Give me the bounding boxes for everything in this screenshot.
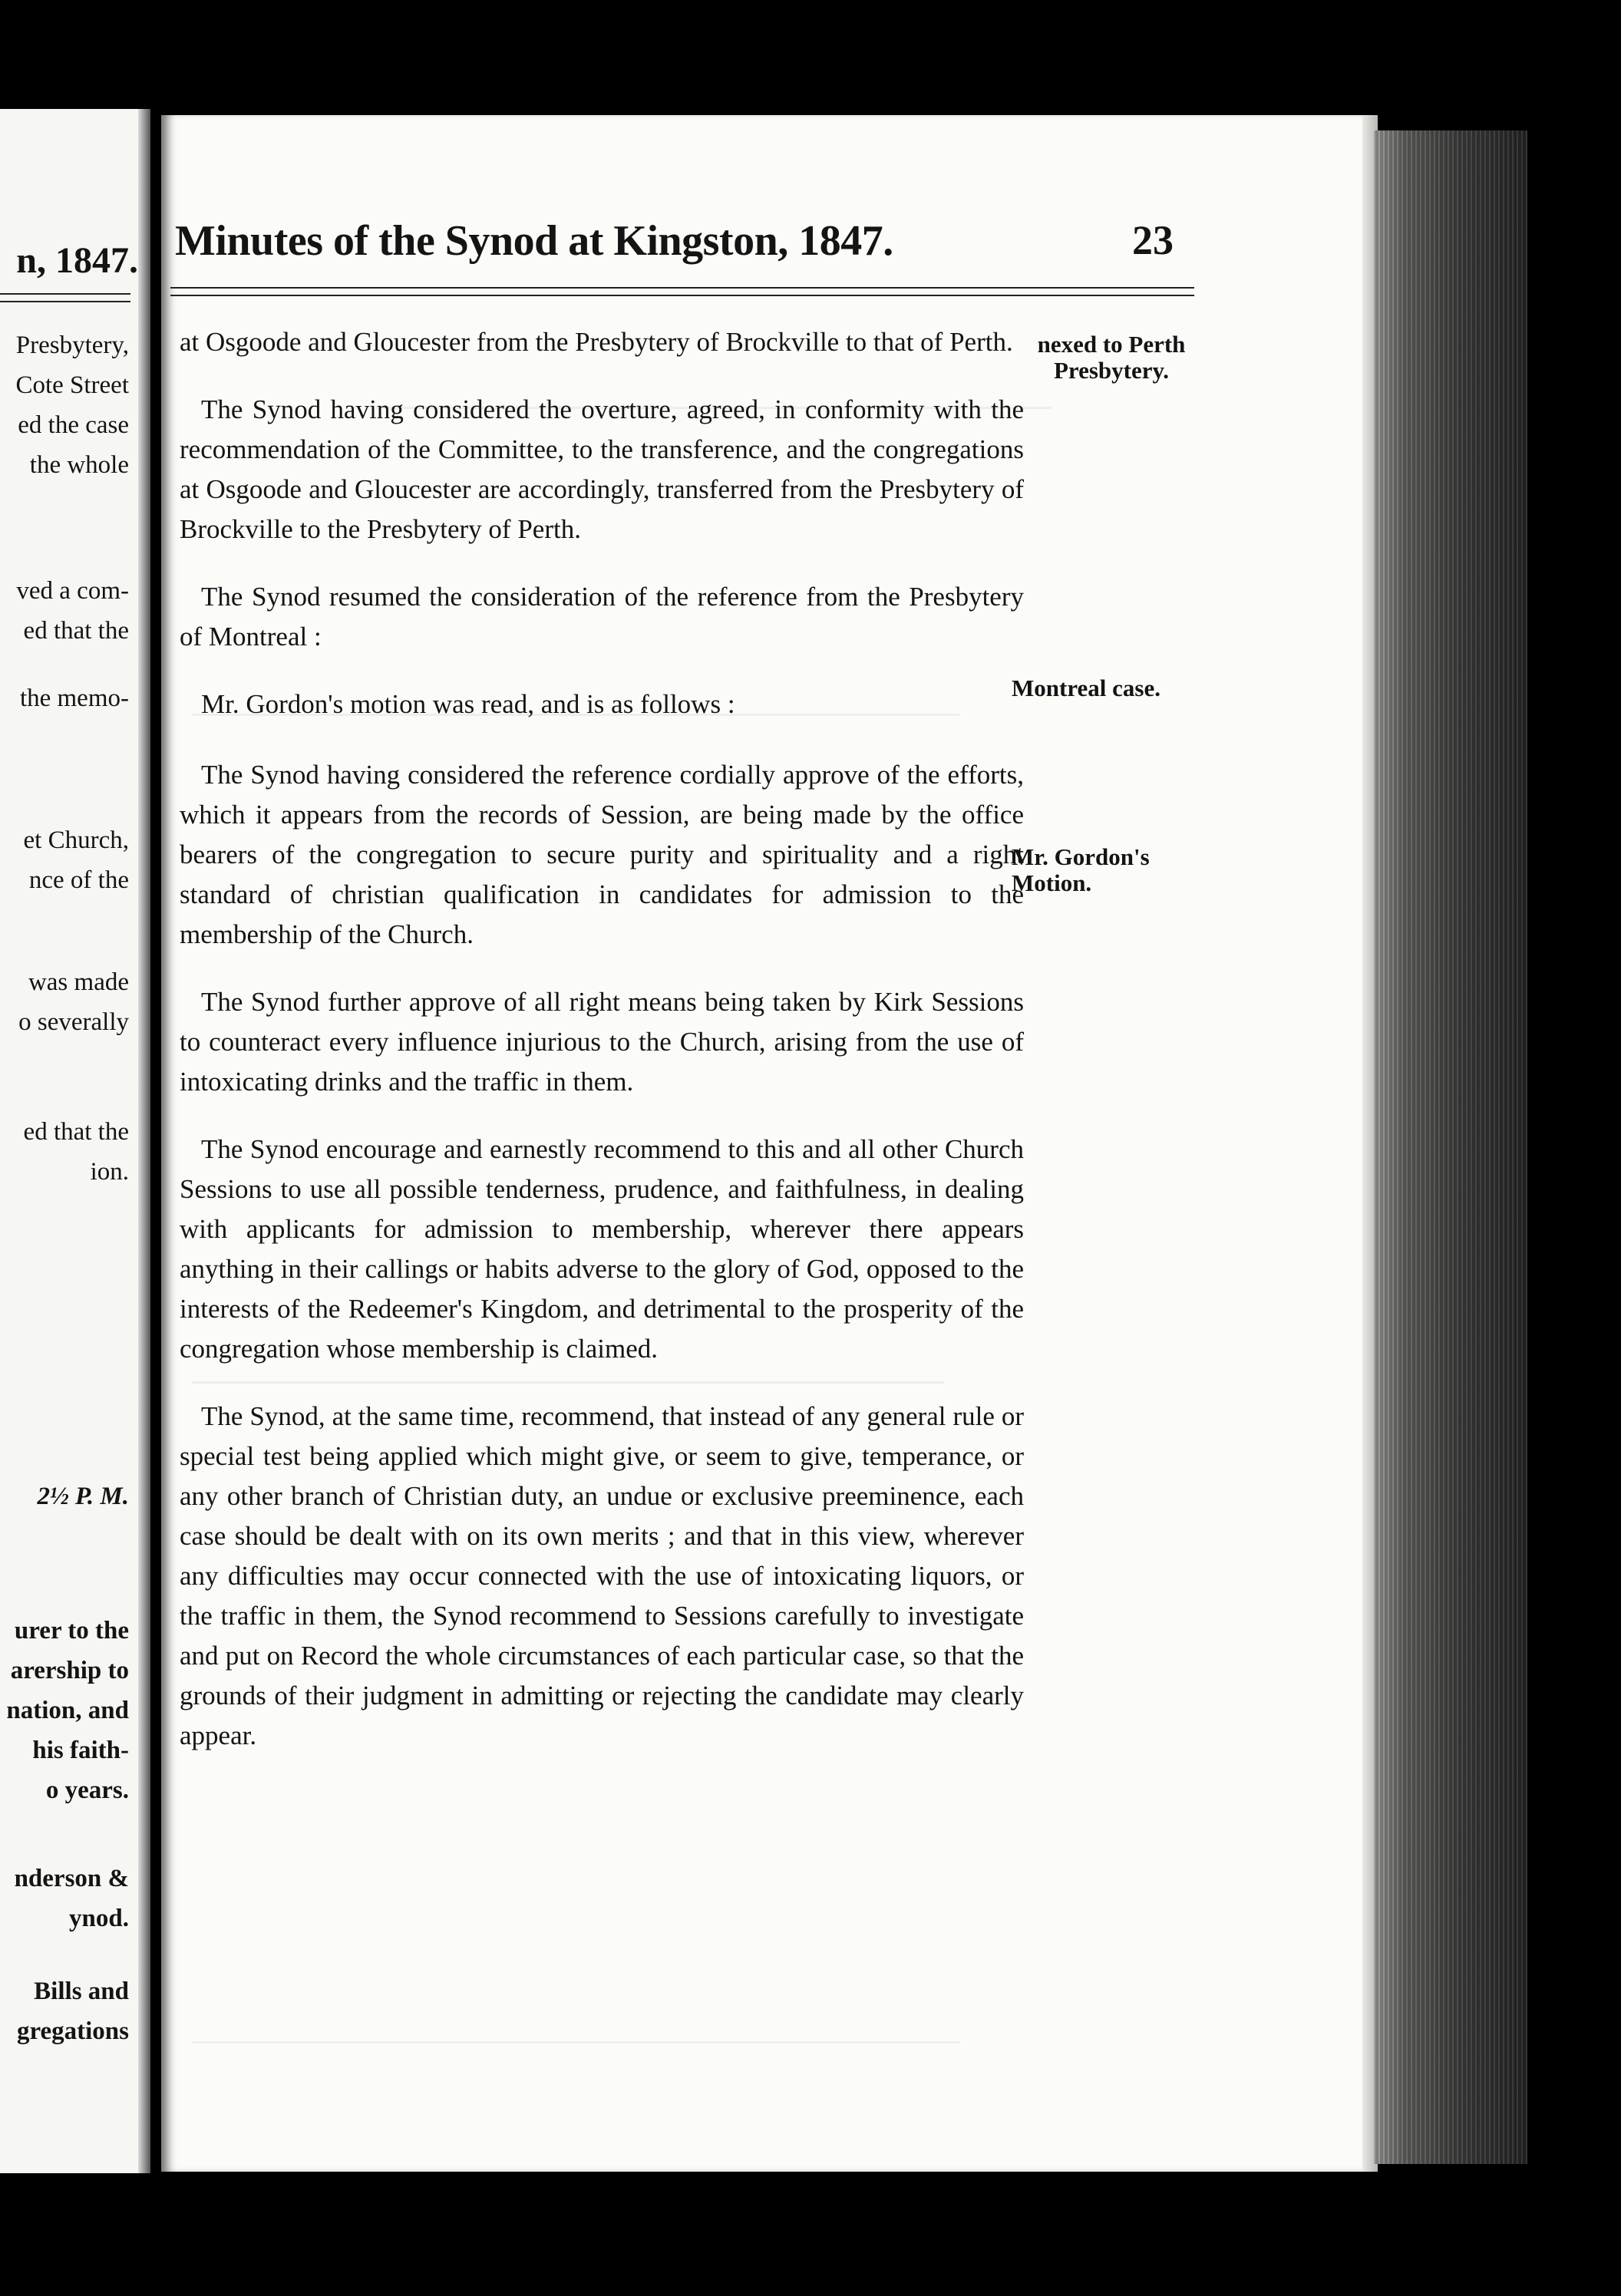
page-number: 23 xyxy=(1132,217,1174,263)
book-gutter xyxy=(138,109,150,2173)
paragraph: The Synod having considered the reference cordially approve of the efforts, which it appears from the records of Session, are being made by the office bearers of the congregation to secure purity and spirituality and a right standard of christian qualification in candidates for admission to the membership of the Church. xyxy=(180,760,1024,949)
paragraph: The Synod, at the same time, recommend, that instead of any general rule or special test being applied which might give, or seem to give, temperance, or any other branch of Christian duty, an undue or exclusive preeminence, each case should be dealt with on its own merits ; and that in this view, wherever any difficulties may occur connected with the use of intoxicating liquors, or the traffic in them, the Synod recommend to Sessions carefully to investigate and put on Record the whole circumstances of each particular case, so that the grounds of their judgment in admitting or rejecting the candidate may clearly appear. xyxy=(180,1401,1024,1750)
previous-page-line: o severally xyxy=(18,1008,129,1036)
paragraph: at Osgoode and Gloucester from the Presbytery of Brockville to that of Perth. xyxy=(180,327,1013,357)
previous-page-line: et Church, xyxy=(23,826,129,854)
body-text xyxy=(180,322,1024,1783)
paragraph: Mr. Gordon's motion was read, and is as follows : xyxy=(201,689,735,719)
previous-page-line: Bills and xyxy=(34,1978,129,2005)
header-rule xyxy=(170,295,1194,296)
previous-page-line: the whole xyxy=(29,451,129,479)
paragraph: The Synod encourage and earnestly recommend to this and all other Church Sessions to use all possible tenderness, prudence, and faithfulness, in dealing with applicants for admission to membership, wherever there appears anything in their callings or habits adverse to the glory of God, opposed to the interests of the Redeemer's Kingdom, and detrimental to the prosperity of the congregation whose membership is claimed. xyxy=(180,1134,1024,1364)
margin-note: Montreal case. xyxy=(1012,675,1160,701)
previous-page-fragment xyxy=(0,109,150,2173)
running-title: Minutes of the Synod at Kingston, 1847. xyxy=(175,217,893,265)
previous-page-line: ed that the xyxy=(23,1118,129,1146)
page-stack-texture xyxy=(1374,130,1527,2164)
previous-page-line: Cote Street xyxy=(15,371,129,399)
previous-page-line: arership to xyxy=(10,1657,129,1684)
previous-page-line: nce of the xyxy=(28,866,129,894)
previous-page-line: urer to the xyxy=(14,1617,129,1644)
previous-page-line: the memo- xyxy=(19,685,129,712)
previous-page-line: gregations xyxy=(16,2017,129,2045)
previous-page-line: o years. xyxy=(45,1776,129,1804)
paragraph: The Synod having considered the overture, agreed, in conformity with the recommendation of the Committee, to the transference, and the congregations at Osgoode and Gloucester are accordingly, transferred from the Presbytery of Brockville to the Presbytery of Perth. xyxy=(180,394,1024,544)
header-rule xyxy=(170,287,1194,289)
previous-page-line: ed the case xyxy=(18,411,129,439)
book-fore-edge xyxy=(1374,130,1527,2164)
previous-page-line: ynod. xyxy=(69,1905,129,1932)
previous-page-line: 2½ P. M. xyxy=(37,1483,129,1510)
paragraph: The Synod resumed the consideration of the reference from the Presbytery of Montreal : xyxy=(180,582,1024,652)
margin-note: Mr. Gordon's Motion. xyxy=(1012,843,1150,896)
margin-note: nexed to Perth Presbytery. xyxy=(1037,331,1186,384)
previous-page-line: ion. xyxy=(90,1158,129,1186)
previous-page-line: ed that the xyxy=(23,617,129,645)
previous-page-line: Presbytery, xyxy=(15,332,129,359)
header-rule xyxy=(0,293,130,295)
previous-page-line: his faith- xyxy=(32,1737,129,1764)
previous-page-line: was made xyxy=(28,968,129,996)
previous-page-line: ved a com- xyxy=(16,577,129,605)
bleed-through xyxy=(192,2041,959,2044)
previous-page-line: nderson & xyxy=(14,1865,129,1892)
paragraph: The Synod further approve of all right means being taken by Kirk Sessions to counteract every influence injurious to the Church, arising from the use of intoxicating drinks and the traffic in them. xyxy=(180,987,1024,1097)
page xyxy=(161,115,1374,2172)
header-rule xyxy=(0,301,130,302)
previous-page-header: n, 1847. xyxy=(16,240,138,281)
previous-page-line: nation, and xyxy=(6,1697,129,1724)
